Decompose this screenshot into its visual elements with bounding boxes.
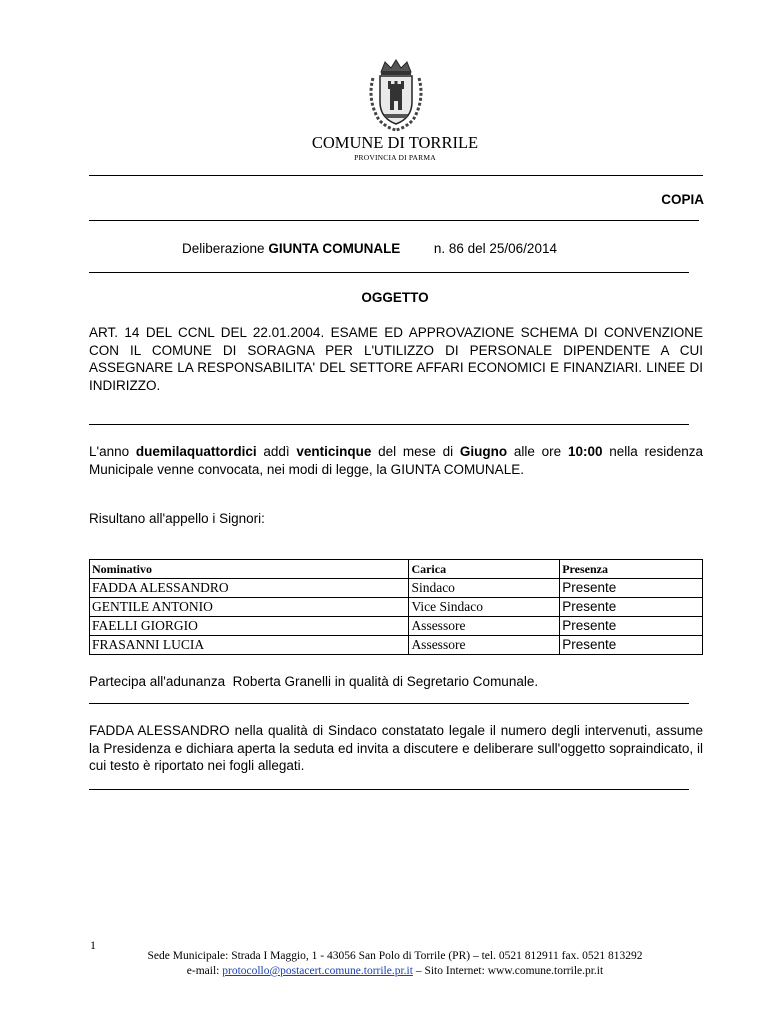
presidency-divider [89, 789, 689, 790]
member-role: Vice Sindaco [409, 598, 560, 617]
subject-heading: OGGETTO [361, 290, 429, 305]
meeting-time: 10:00 [567, 444, 603, 459]
footer-email-link[interactable]: protocollo@postacert.comune.torrile.pr.it [222, 965, 413, 977]
coat-of-arms-icon [365, 58, 427, 132]
deliberation-number-date: n. 86 del 25/06/2014 [433, 241, 557, 256]
meeting-month: Giugno [459, 444, 508, 459]
meeting-text-3: del mese di [371, 444, 460, 459]
meeting-text-4: alle ore [507, 444, 568, 459]
copy-divider [89, 220, 699, 221]
member-name: FADDA ALESSANDRO [90, 579, 409, 598]
meeting-year: duemilaquattordici [135, 444, 257, 459]
participation-divider [89, 703, 689, 704]
member-name: FAELLI GIORGIO [90, 617, 409, 636]
presidency-text: FADDA ALESSANDRO nella qualità di Sindaco constatato legale il numero degli intervenuti, assume la Presidenza e dichiara aperta la seduta ed invita a discutere e deliberare sull'oggetto sopraindicato, il cui testo è riportato nei fogli allegati. [89, 723, 703, 774]
attendance-table [89, 559, 703, 655]
table-row [90, 598, 703, 617]
table-row [90, 636, 703, 655]
meeting-paragraph [89, 443, 703, 478]
header-divider [89, 175, 703, 176]
page-number: 1 [90, 938, 96, 952]
column-header-name: Nominativo [90, 560, 409, 579]
column-header-role: Carica [409, 560, 560, 579]
province-name: PROVINCIA DI PARMA [354, 153, 436, 162]
member-presence: Presente [560, 636, 703, 655]
participation-text: Partecipa all'adunanza Roberta Granelli in qualità di Segretario Comunale. [89, 674, 539, 689]
member-role: Assessore [409, 636, 560, 655]
attendance-header-row [90, 560, 703, 579]
member-name: GENTILE ANTONIO [90, 598, 409, 617]
column-header-presence: Presenza [560, 560, 703, 579]
member-presence: Presente [560, 579, 703, 598]
footer-email-label: e-mail: [186, 965, 223, 977]
footer-address: Sede Municipale: Strada I Maggio, 1 - 43056 San Polo di Torrile (PR) – tel. 0521 812911 fax. 0521 813292 [147, 950, 643, 962]
member-presence: Presente [560, 598, 703, 617]
deliberation-divider [89, 272, 689, 273]
footer-contacts [0, 965, 770, 977]
deliberation-body: GIUNTA COMUNALE [268, 241, 401, 256]
member-role: Sindaco [409, 579, 560, 598]
meeting-text-2: addì [256, 444, 297, 459]
deliberation-line [182, 241, 557, 256]
footer-site: – Sito Internet: www.comune.torrile.pr.it [412, 965, 604, 977]
member-role: Assessore [409, 617, 560, 636]
municipality-name: COMUNE DI TORRILE [311, 133, 479, 152]
table-row [90, 617, 703, 636]
deliberation-prefix: Deliberazione [182, 241, 265, 256]
table-row [90, 579, 703, 598]
subject-divider [89, 424, 689, 425]
member-name: FRASANNI LUCIA [90, 636, 409, 655]
member-presence: Presente [560, 617, 703, 636]
meeting-text-1: L'anno [89, 444, 136, 459]
roll-call-intro: Risultano all'appello i Signori: [89, 511, 265, 526]
subject-text: ART. 14 DEL CCNL DEL 22.01.2004. ESAME ED APPROVAZIONE SCHEMA DI CONVENZIONE CON IL COMUNE DI SORAGNA PER L'UTILIZZO DI PERSONALE DIPENDENTE A CUI ASSEGNARE LA RESPONSABILITA' DEL SETTORE AFFARI ECONOMICI E FINANZIARI. LINEE DI INDIRIZZO. [89, 325, 703, 393]
meeting-day: venticinque [296, 444, 372, 459]
meeting-text-5: nella residenza Municipale venne convocata, nei modi di legge, la GIUNTA COMUNALE. [89, 444, 704, 477]
copy-label: COPIA [661, 192, 704, 207]
